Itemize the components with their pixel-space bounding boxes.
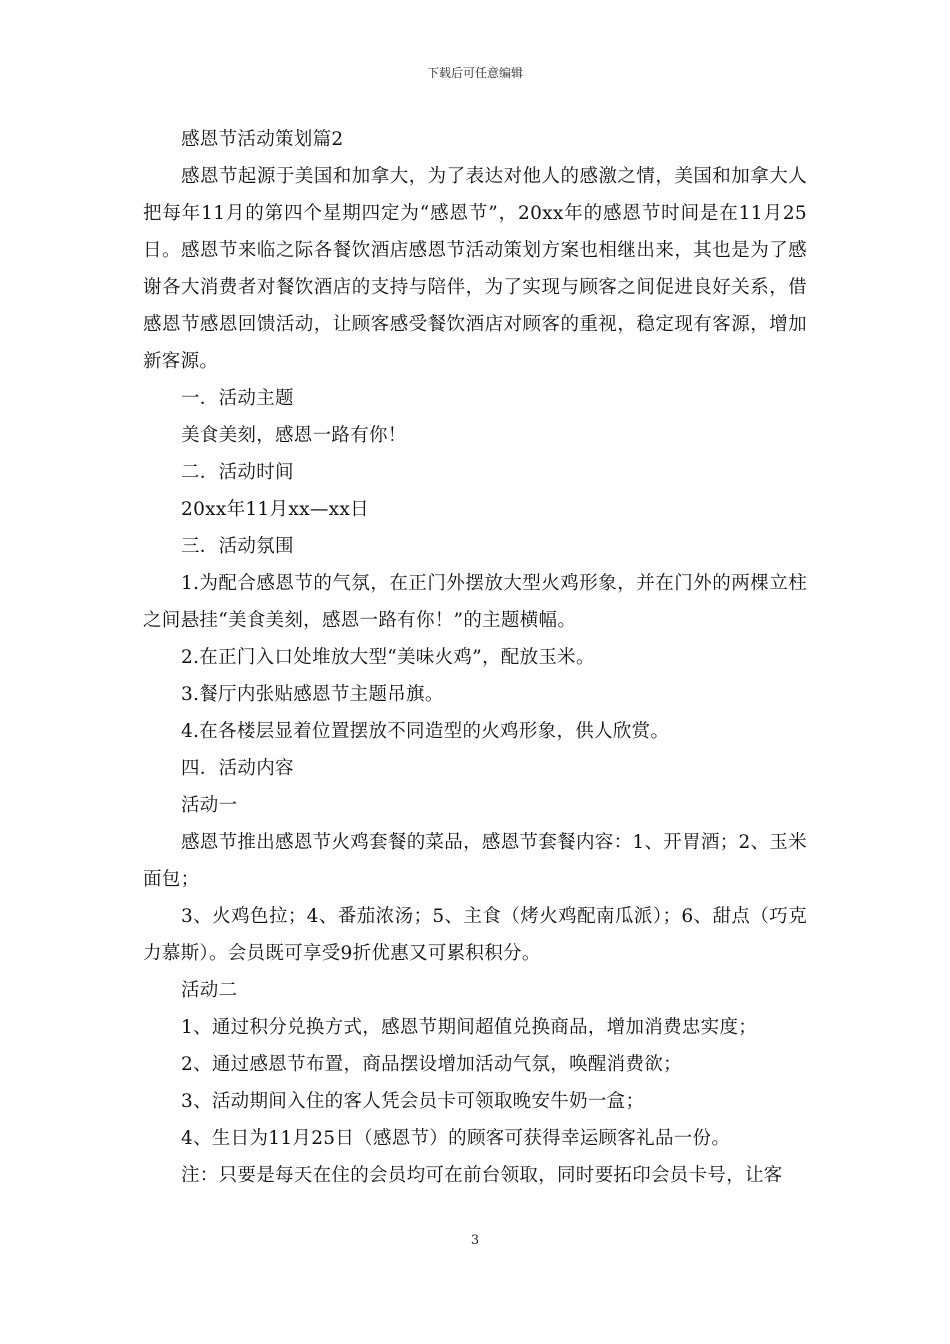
activity-two-item-3: 3、活动期间入住的客人凭会员卡可领取晚安牛奶一盒； [181,1091,645,1112]
page-header-note: 下载后可任意编辑 [426,66,523,80]
activity-one-text-1: 感恩节推出感恩节火鸡套餐的菜品，感恩节套餐内容：1、开胃酒；2、玉米面包； [143,832,807,890]
document-body [143,121,807,1194]
heading-atmosphere: 三．活动氛围 [181,536,294,557]
activity-one-text-2: 3、火鸡色拉；4、番茄浓汤；5、主食（烤火鸡配南瓜派）；6、甜点（巧克力慕斯）。会员既可享受9折优惠又可累积积分。 [143,906,807,964]
page-number: 3 [470,1233,480,1248]
activity-two-item-2: 2、通过感恩节布置，商品摆设增加活动气氛，唤醒消费欲； [181,1054,682,1075]
theme-text: 美食美刻，感恩一路有你！ [181,425,407,446]
atmosphere-item-1: 1.为配合感恩节的气氛，在正门外摆放大型火鸡形象，并在门外的两棵立柱之间悬挂“美食美刻，感恩一路有你！”的主题横幅。 [143,573,807,631]
activity-one-heading: 活动一 [181,795,238,816]
section-title: 感恩节活动策划篇2 [181,129,344,150]
atmosphere-item-3: 3.餐厅内张贴感恩节主题吊旗。 [181,684,444,705]
heading-time: 二．活动时间 [181,462,294,483]
atmosphere-item-2: 2.在正门入口处堆放大型“美味火鸡”，配放玉米。 [181,647,595,668]
note-paragraph: 注：只要是每天在住的会员均可在前台领取，同时要拓印会员卡号，让客 [181,1165,783,1186]
time-text: 20xx年11月xx—xx日 [181,499,369,520]
heading-theme: 一．活动主题 [181,388,294,409]
atmosphere-item-4: 4.在各楼层显着位置摆放不同造型的火鸡形象，供人欣赏。 [181,721,670,742]
heading-content: 四．活动内容 [181,758,294,779]
activity-two-heading: 活动二 [181,980,238,1001]
activity-two-item-4: 4、生日为11月25日（感恩节）的顾客可获得幸运顾客礼品一份。 [181,1128,731,1149]
intro-paragraph: 感恩节起源于美国和加拿大，为了表达对他人的感激之情，美国和加拿大人把每年11月的第四个星期四定为“感恩节”，20xx年的感恩节时间是在11月25日。感恩节来临之际各餐饮酒店感恩节活动策划方案也相继出来，其也是为了感谢各大消费者对餐饮酒店的支持与陪伴，为了实现与顾客之间促进良好关系，借感恩节感恩回馈活动，让顾客感受餐饮酒店对顾客的重视，稳定现有客源，增加新客源。 [143,166,807,372]
activity-two-item-1: 1、通过积分兑换方式，感恩节期间超值兑换商品，增加消费忠实度； [181,1017,758,1038]
